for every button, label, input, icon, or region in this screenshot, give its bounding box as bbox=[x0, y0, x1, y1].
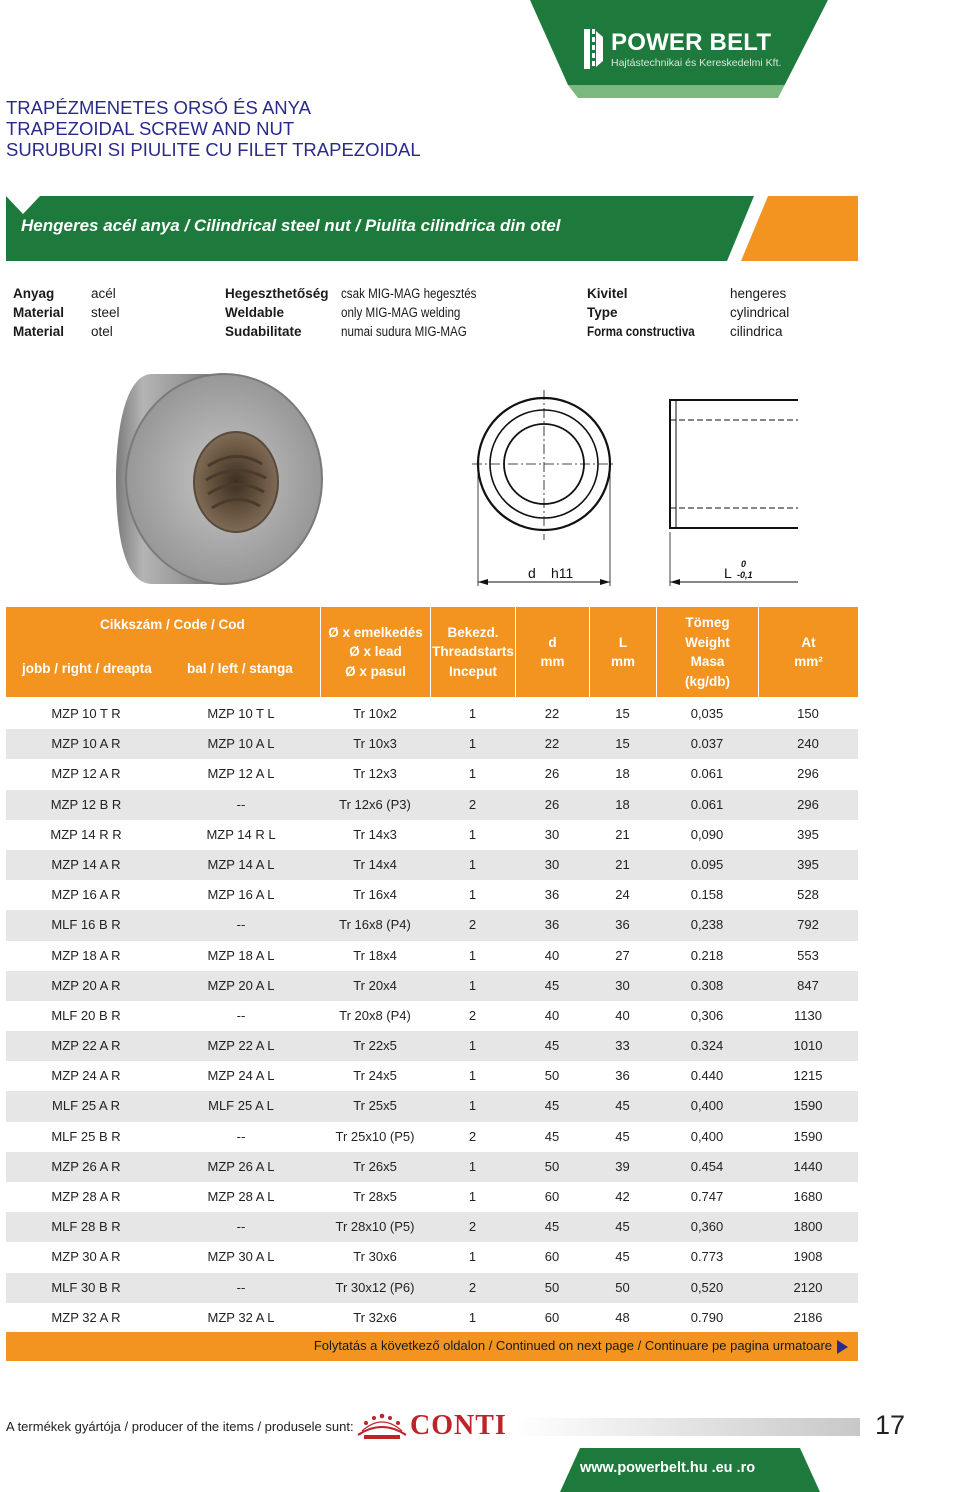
cell-lead: Tr 18x4 bbox=[353, 947, 397, 963]
continue-bar bbox=[6, 1332, 858, 1361]
spec-value: cilindrica bbox=[730, 324, 783, 339]
cell-code-left: -- bbox=[236, 796, 246, 812]
cell-code-left: MZP 32 A L bbox=[207, 1309, 275, 1325]
cell-code-left: -- bbox=[236, 1219, 246, 1235]
cell-code-right: MZP 12 A R bbox=[51, 766, 121, 782]
spec-value: cylindrical bbox=[730, 305, 790, 320]
cell-l: 27 bbox=[615, 947, 630, 963]
cell-threadstarts: 1 bbox=[468, 1098, 477, 1114]
header-l-unit: mm bbox=[610, 654, 635, 669]
cell-at: 528 bbox=[797, 887, 819, 903]
cell-code-right: MZP 16 A R bbox=[51, 887, 121, 903]
spec-label: Material bbox=[13, 305, 65, 320]
table-row bbox=[6, 941, 858, 971]
down-arrow-icon bbox=[6, 196, 40, 214]
cell-threadstarts: 2 bbox=[468, 917, 477, 933]
table-row bbox=[6, 1182, 858, 1212]
cell-at: 1010 bbox=[793, 1038, 823, 1054]
cell-weight: 0.218 bbox=[690, 947, 724, 963]
cell-threadstarts: 1 bbox=[468, 1038, 477, 1054]
footer-url: www.powerbelt.hu .eu .ro bbox=[580, 1460, 756, 1476]
cell-threadstarts: 1 bbox=[468, 706, 477, 721]
header-starts-ro: Inceput bbox=[448, 663, 497, 679]
cell-d: 50 bbox=[544, 1068, 560, 1084]
cell-d: 30 bbox=[544, 826, 560, 842]
technical-drawing bbox=[468, 380, 798, 586]
cell-code-right: MZP 32 A R bbox=[51, 1309, 121, 1325]
cell-lead: Tr 30x6 bbox=[353, 1249, 397, 1265]
spec-label: Kivitel bbox=[587, 286, 628, 301]
cell-weight: 0,306 bbox=[690, 1007, 724, 1023]
cell-code-left: MZP 14 R L bbox=[206, 826, 276, 842]
cell-at: 792 bbox=[797, 917, 819, 933]
cell-at: 240 bbox=[797, 736, 819, 752]
cell-weight: 0.037 bbox=[690, 736, 724, 752]
table-row bbox=[6, 1152, 858, 1182]
header-d bbox=[516, 607, 589, 697]
cell-lead: Tr 30x12 (P6) bbox=[335, 1279, 415, 1295]
cell-lead: Tr 10x2 bbox=[353, 706, 397, 721]
cell-d: 45 bbox=[544, 1128, 560, 1144]
cell-l: 45 bbox=[615, 1098, 630, 1114]
cell-at: 2186 bbox=[793, 1309, 823, 1325]
header-at bbox=[759, 607, 858, 697]
cell-weight: 0.454 bbox=[690, 1158, 724, 1174]
cell-code-left: MZP 24 A L bbox=[207, 1068, 275, 1084]
header-weight-en: Weight bbox=[685, 634, 730, 650]
cell-at: 1680 bbox=[793, 1189, 823, 1204]
spec-label: Forma constructiva bbox=[587, 324, 695, 339]
cell-l: 15 bbox=[615, 736, 630, 752]
spec-weldable-values bbox=[341, 284, 499, 341]
cell-lead: Tr 28x5 bbox=[353, 1189, 397, 1204]
cell-d: 45 bbox=[544, 1038, 560, 1054]
spec-value: only MIG-MAG welding bbox=[341, 305, 461, 320]
cell-at: 1590 bbox=[793, 1098, 823, 1114]
cell-weight: 0,400 bbox=[690, 1128, 724, 1144]
cell-code-right: MZP 14 R R bbox=[50, 826, 122, 842]
cell-threadstarts: 1 bbox=[468, 736, 477, 752]
table-row bbox=[6, 1061, 858, 1091]
table-row bbox=[6, 1242, 858, 1272]
cell-code-left: -- bbox=[236, 1007, 246, 1023]
cell-lead: Tr 16x8 (P4) bbox=[339, 917, 411, 933]
cell-code-right: MZP 18 A R bbox=[51, 947, 121, 963]
cell-code-right: MZP 20 A R bbox=[51, 977, 121, 993]
page-number: 17 bbox=[875, 1410, 906, 1440]
cell-code-left: MLF 25 A L bbox=[208, 1098, 274, 1114]
cell-l: 15 bbox=[615, 706, 630, 721]
cell-at: 150 bbox=[797, 706, 819, 721]
cell-threadstarts: 1 bbox=[468, 887, 477, 903]
cell-code-right: MZP 26 A R bbox=[51, 1158, 121, 1174]
cell-lead: Tr 25x5 bbox=[353, 1098, 397, 1114]
cell-code-right: MLF 30 B R bbox=[51, 1279, 121, 1295]
cell-code-left: MZP 18 A L bbox=[207, 947, 275, 963]
cell-code-right: MZP 28 A R bbox=[51, 1189, 121, 1204]
cell-code-left: MZP 28 A L bbox=[207, 1189, 275, 1204]
cell-weight: 0,360 bbox=[690, 1219, 724, 1235]
header-lead-en: Ø x lead bbox=[349, 644, 402, 660]
table-row bbox=[6, 1091, 858, 1121]
brand-name: POWER BELT bbox=[611, 29, 772, 56]
cell-lead: Tr 24x5 bbox=[353, 1068, 397, 1084]
cell-code-right: MZP 22 A R bbox=[51, 1038, 121, 1054]
cell-weight: 0.095 bbox=[690, 856, 724, 872]
cell-code-left: MZP 10 A L bbox=[207, 736, 275, 752]
spec-label: Weldable bbox=[225, 305, 285, 320]
cell-code-left: -- bbox=[236, 1279, 246, 1295]
cell-code-left: MZP 14 A L bbox=[207, 856, 275, 872]
header-starts-en: Threadstarts bbox=[432, 644, 514, 660]
cell-l: 18 bbox=[615, 766, 630, 782]
table-row bbox=[6, 1031, 858, 1061]
cell-weight: 0.440 bbox=[690, 1068, 724, 1084]
cell-d: 26 bbox=[544, 796, 560, 812]
cell-lead: Tr 22x5 bbox=[353, 1038, 397, 1054]
cell-code-right: MLF 20 B R bbox=[51, 1007, 121, 1023]
title-ro: SURUBURI SI PIULITE CU FILET TRAPEZOIDAL bbox=[6, 139, 421, 160]
cell-threadstarts: 1 bbox=[468, 1158, 477, 1174]
cell-code-right: MZP 12 B R bbox=[50, 796, 122, 812]
spec-material-labels bbox=[13, 284, 64, 341]
page-titles bbox=[6, 97, 421, 160]
cell-threadstarts: 1 bbox=[468, 1189, 477, 1204]
table-row bbox=[6, 850, 858, 880]
table-row bbox=[6, 910, 858, 940]
cell-weight: 0,238 bbox=[690, 917, 724, 933]
cell-at: 1590 bbox=[793, 1128, 823, 1144]
product-table-body bbox=[6, 699, 858, 1333]
cell-at: 1800 bbox=[793, 1219, 823, 1235]
table-row bbox=[6, 699, 858, 729]
table-row bbox=[6, 759, 858, 789]
cell-weight: 0,090 bbox=[690, 826, 724, 842]
table-row bbox=[6, 880, 858, 910]
cell-at: 553 bbox=[797, 947, 819, 963]
cell-d: 22 bbox=[544, 706, 560, 721]
spec-material-values bbox=[91, 284, 120, 341]
cell-at: 1215 bbox=[793, 1068, 823, 1084]
cell-l: 50 bbox=[615, 1279, 630, 1295]
header-weight-unit: (kg/db) bbox=[685, 673, 730, 689]
cell-code-left: -- bbox=[236, 1128, 246, 1144]
header-l bbox=[590, 607, 656, 697]
conti-logo-text: CONTI bbox=[410, 1410, 507, 1441]
cell-d: 36 bbox=[544, 917, 560, 933]
cell-l: 21 bbox=[615, 826, 630, 842]
brand-subtitle: Hajtástechnikai és Kereskedelmi Kft. bbox=[611, 57, 782, 69]
header-right: jobb / right / dreapta bbox=[22, 661, 152, 676]
spec-value: otel bbox=[91, 324, 113, 339]
cell-d: 60 bbox=[544, 1249, 560, 1265]
cell-lead: Tr 16x4 bbox=[353, 887, 397, 903]
header-left: bal / left / stanga bbox=[187, 661, 293, 676]
cell-at: 395 bbox=[797, 856, 819, 872]
table-row bbox=[6, 1273, 858, 1303]
cell-d: 40 bbox=[544, 1007, 560, 1023]
spec-value: hengeres bbox=[730, 286, 787, 301]
header-l-label: L bbox=[618, 634, 628, 650]
header-lead-ro: Ø x pasul bbox=[345, 663, 406, 679]
cell-d: 60 bbox=[544, 1189, 560, 1204]
dim-l-label: L bbox=[724, 565, 732, 581]
cell-d: 26 bbox=[544, 766, 560, 782]
cell-weight: 0,520 bbox=[690, 1279, 724, 1295]
cell-l: 21 bbox=[615, 856, 630, 872]
table-row bbox=[6, 1303, 858, 1333]
cell-at: 395 bbox=[797, 826, 819, 842]
cell-d: 22 bbox=[544, 736, 560, 752]
cell-l: 24 bbox=[615, 887, 630, 903]
cell-d: 45 bbox=[544, 1219, 560, 1235]
cell-weight: 0,035 bbox=[690, 706, 724, 721]
cell-threadstarts: 1 bbox=[468, 826, 477, 842]
section-banner bbox=[6, 196, 858, 261]
header-d-label: d bbox=[548, 634, 557, 650]
cell-threadstarts: 2 bbox=[468, 1007, 477, 1023]
cell-l: 36 bbox=[615, 917, 630, 933]
cell-lead: Tr 26x5 bbox=[353, 1158, 397, 1174]
cell-at: 847 bbox=[797, 977, 819, 993]
cell-threadstarts: 1 bbox=[468, 947, 477, 963]
table-header bbox=[6, 607, 858, 697]
continue-arrow-icon bbox=[837, 1340, 848, 1354]
spec-value: csak MIG-MAG hegesztés bbox=[341, 286, 477, 301]
cell-code-right: MZP 10 A R bbox=[51, 736, 121, 752]
cell-threadstarts: 2 bbox=[468, 1128, 477, 1144]
table-row bbox=[6, 820, 858, 850]
dim-h11-label: h11 bbox=[551, 565, 574, 581]
footer-grey-bar bbox=[514, 1418, 860, 1436]
cell-lead: Tr 10x3 bbox=[353, 736, 397, 752]
cell-threadstarts: 1 bbox=[468, 856, 477, 872]
cell-lead: Tr 12x6 (P3) bbox=[339, 796, 411, 812]
cell-at: 296 bbox=[797, 796, 819, 812]
cell-d: 40 bbox=[544, 947, 560, 963]
cell-l: 39 bbox=[615, 1158, 630, 1174]
cell-weight: 0.158 bbox=[690, 887, 724, 903]
spec-label: Anyag bbox=[13, 286, 55, 301]
cell-code-right: MLF 28 B R bbox=[51, 1219, 121, 1235]
cell-code-left: MZP 16 A L bbox=[207, 887, 275, 903]
spec-label: Sudabilitate bbox=[225, 324, 302, 339]
cell-code-left: MZP 12 A L bbox=[207, 766, 275, 782]
product-photo bbox=[112, 368, 324, 590]
cell-weight: 0.773 bbox=[690, 1249, 724, 1265]
table-row bbox=[6, 790, 858, 820]
cell-code-right: MZP 14 A R bbox=[51, 856, 121, 872]
cell-code-right: MLF 25 A R bbox=[52, 1098, 120, 1114]
cell-weight: 0.308 bbox=[690, 977, 724, 993]
cell-l: 42 bbox=[615, 1189, 630, 1204]
cell-code-left: MZP 30 A L bbox=[207, 1249, 275, 1265]
spec-value: steel bbox=[91, 305, 120, 320]
dim-tol-lower: -0,1 bbox=[737, 570, 753, 580]
producer-note: A termékek gyártója / producer of the items / produsele sunt: bbox=[6, 1419, 354, 1434]
table-row bbox=[6, 729, 858, 759]
cell-l: 18 bbox=[615, 796, 630, 812]
cell-l: 33 bbox=[615, 1038, 630, 1054]
header-threadstarts bbox=[431, 607, 515, 697]
header-weight bbox=[657, 607, 758, 697]
cell-d: 36 bbox=[544, 887, 560, 903]
table-row bbox=[6, 1212, 858, 1242]
cell-at: 1908 bbox=[793, 1249, 823, 1265]
cell-threadstarts: 2 bbox=[468, 1279, 477, 1295]
header-weight-ro: Masa bbox=[690, 654, 725, 669]
header-weight-hu: Tömeg bbox=[685, 615, 730, 630]
cell-lead: Tr 28x10 (P5) bbox=[335, 1219, 415, 1235]
cell-lead: Tr 32x6 bbox=[353, 1309, 397, 1325]
cell-at: 1440 bbox=[793, 1158, 823, 1174]
cell-code-right: MZP 10 T R bbox=[51, 706, 121, 721]
cell-threadstarts: 1 bbox=[468, 766, 477, 782]
cell-weight: 0.061 bbox=[690, 766, 724, 782]
cell-l: 45 bbox=[615, 1249, 630, 1265]
cell-lead: Tr 14x4 bbox=[353, 856, 397, 872]
cell-l: 48 bbox=[615, 1309, 630, 1325]
cell-d: 45 bbox=[544, 1098, 560, 1114]
title-en: TRAPEZOIDAL SCREW AND NUT bbox=[6, 118, 295, 139]
cell-threadstarts: 1 bbox=[468, 1249, 477, 1265]
cell-d: 60 bbox=[544, 1309, 560, 1325]
cell-weight: 0.747 bbox=[690, 1189, 724, 1204]
header-code-group: Cikkszám / Code / Cod bbox=[100, 617, 245, 632]
cell-lead: Tr 20x8 (P4) bbox=[339, 1007, 411, 1023]
cell-l: 30 bbox=[615, 977, 630, 993]
cell-code-left: MZP 26 A L bbox=[207, 1158, 275, 1174]
cell-d: 45 bbox=[544, 977, 560, 993]
cell-code-left: MZP 10 T L bbox=[207, 706, 275, 721]
spec-label: Material bbox=[13, 324, 65, 339]
cell-lead: Tr 25x10 (P5) bbox=[335, 1128, 415, 1144]
continue-note: Folytatás a következő oldalon / Continued on next page / Continuare pe pagina urmatoare bbox=[313, 1338, 832, 1353]
table-row bbox=[6, 971, 858, 1001]
cell-code-right: MLF 25 B R bbox=[51, 1128, 121, 1144]
header-at-unit: mm² bbox=[794, 654, 823, 669]
table-row bbox=[6, 1122, 858, 1152]
spec-value: acél bbox=[91, 286, 116, 301]
cell-l: 36 bbox=[615, 1068, 630, 1084]
title-hu: TRAPÉZMENETES ORSÓ ÉS ANYA bbox=[6, 97, 311, 118]
dim-d-label: d bbox=[528, 565, 536, 581]
banner-title: Hengeres acél anya / Cilindrical steel nut / Piulita cilindrica din otel bbox=[21, 216, 561, 235]
cell-threadstarts: 1 bbox=[468, 1309, 477, 1325]
cell-lead: Tr 14x3 bbox=[353, 826, 397, 842]
cell-threadstarts: 2 bbox=[468, 1219, 477, 1235]
header-lead bbox=[321, 607, 430, 697]
cell-weight: 0,400 bbox=[690, 1098, 724, 1114]
header-d-unit: mm bbox=[540, 654, 565, 669]
cell-code-right: MZP 24 A R bbox=[51, 1068, 121, 1084]
cell-weight: 0.790 bbox=[690, 1309, 724, 1325]
cell-code-left: -- bbox=[236, 917, 246, 933]
spec-type-values bbox=[730, 284, 789, 341]
cell-lead: Tr 12x3 bbox=[353, 766, 397, 782]
cell-at: 2120 bbox=[793, 1279, 823, 1295]
spec-weldable-labels bbox=[225, 284, 329, 341]
header-lead-hu: Ø x emelkedés bbox=[328, 624, 423, 640]
spec-value: numai sudura MIG-MAG bbox=[341, 324, 467, 339]
cell-weight: 0.061 bbox=[690, 796, 724, 812]
cell-d: 30 bbox=[544, 856, 560, 872]
cell-code-left: MZP 22 A L bbox=[207, 1038, 275, 1054]
header-at-label: At bbox=[801, 634, 816, 650]
cell-at: 1130 bbox=[794, 1007, 822, 1023]
header-starts-hu: Bekezd. bbox=[447, 624, 499, 640]
cell-d: 50 bbox=[544, 1279, 560, 1295]
cell-threadstarts: 1 bbox=[468, 1068, 477, 1084]
cell-weight: 0.324 bbox=[690, 1038, 724, 1054]
spec-label: Type bbox=[587, 305, 618, 320]
cell-code-right: MLF 16 B R bbox=[51, 917, 121, 933]
cell-threadstarts: 2 bbox=[468, 796, 477, 812]
table-row bbox=[6, 1001, 858, 1031]
spec-type-labels bbox=[587, 284, 712, 341]
cell-at: 296 bbox=[797, 766, 819, 782]
power-belt-logo-icon bbox=[582, 27, 604, 71]
cell-code-left: MZP 20 A L bbox=[207, 977, 275, 993]
cell-l: 45 bbox=[615, 1128, 630, 1144]
spec-label: Hegeszthetőség bbox=[225, 286, 329, 301]
cell-l: 40 bbox=[615, 1007, 630, 1023]
cell-code-right: MZP 30 A R bbox=[51, 1249, 121, 1265]
dim-tol-upper: 0 bbox=[741, 559, 747, 569]
cell-d: 50 bbox=[544, 1158, 560, 1174]
cell-l: 45 bbox=[615, 1219, 630, 1235]
cell-threadstarts: 1 bbox=[468, 977, 477, 993]
cell-lead: Tr 20x4 bbox=[353, 977, 397, 993]
